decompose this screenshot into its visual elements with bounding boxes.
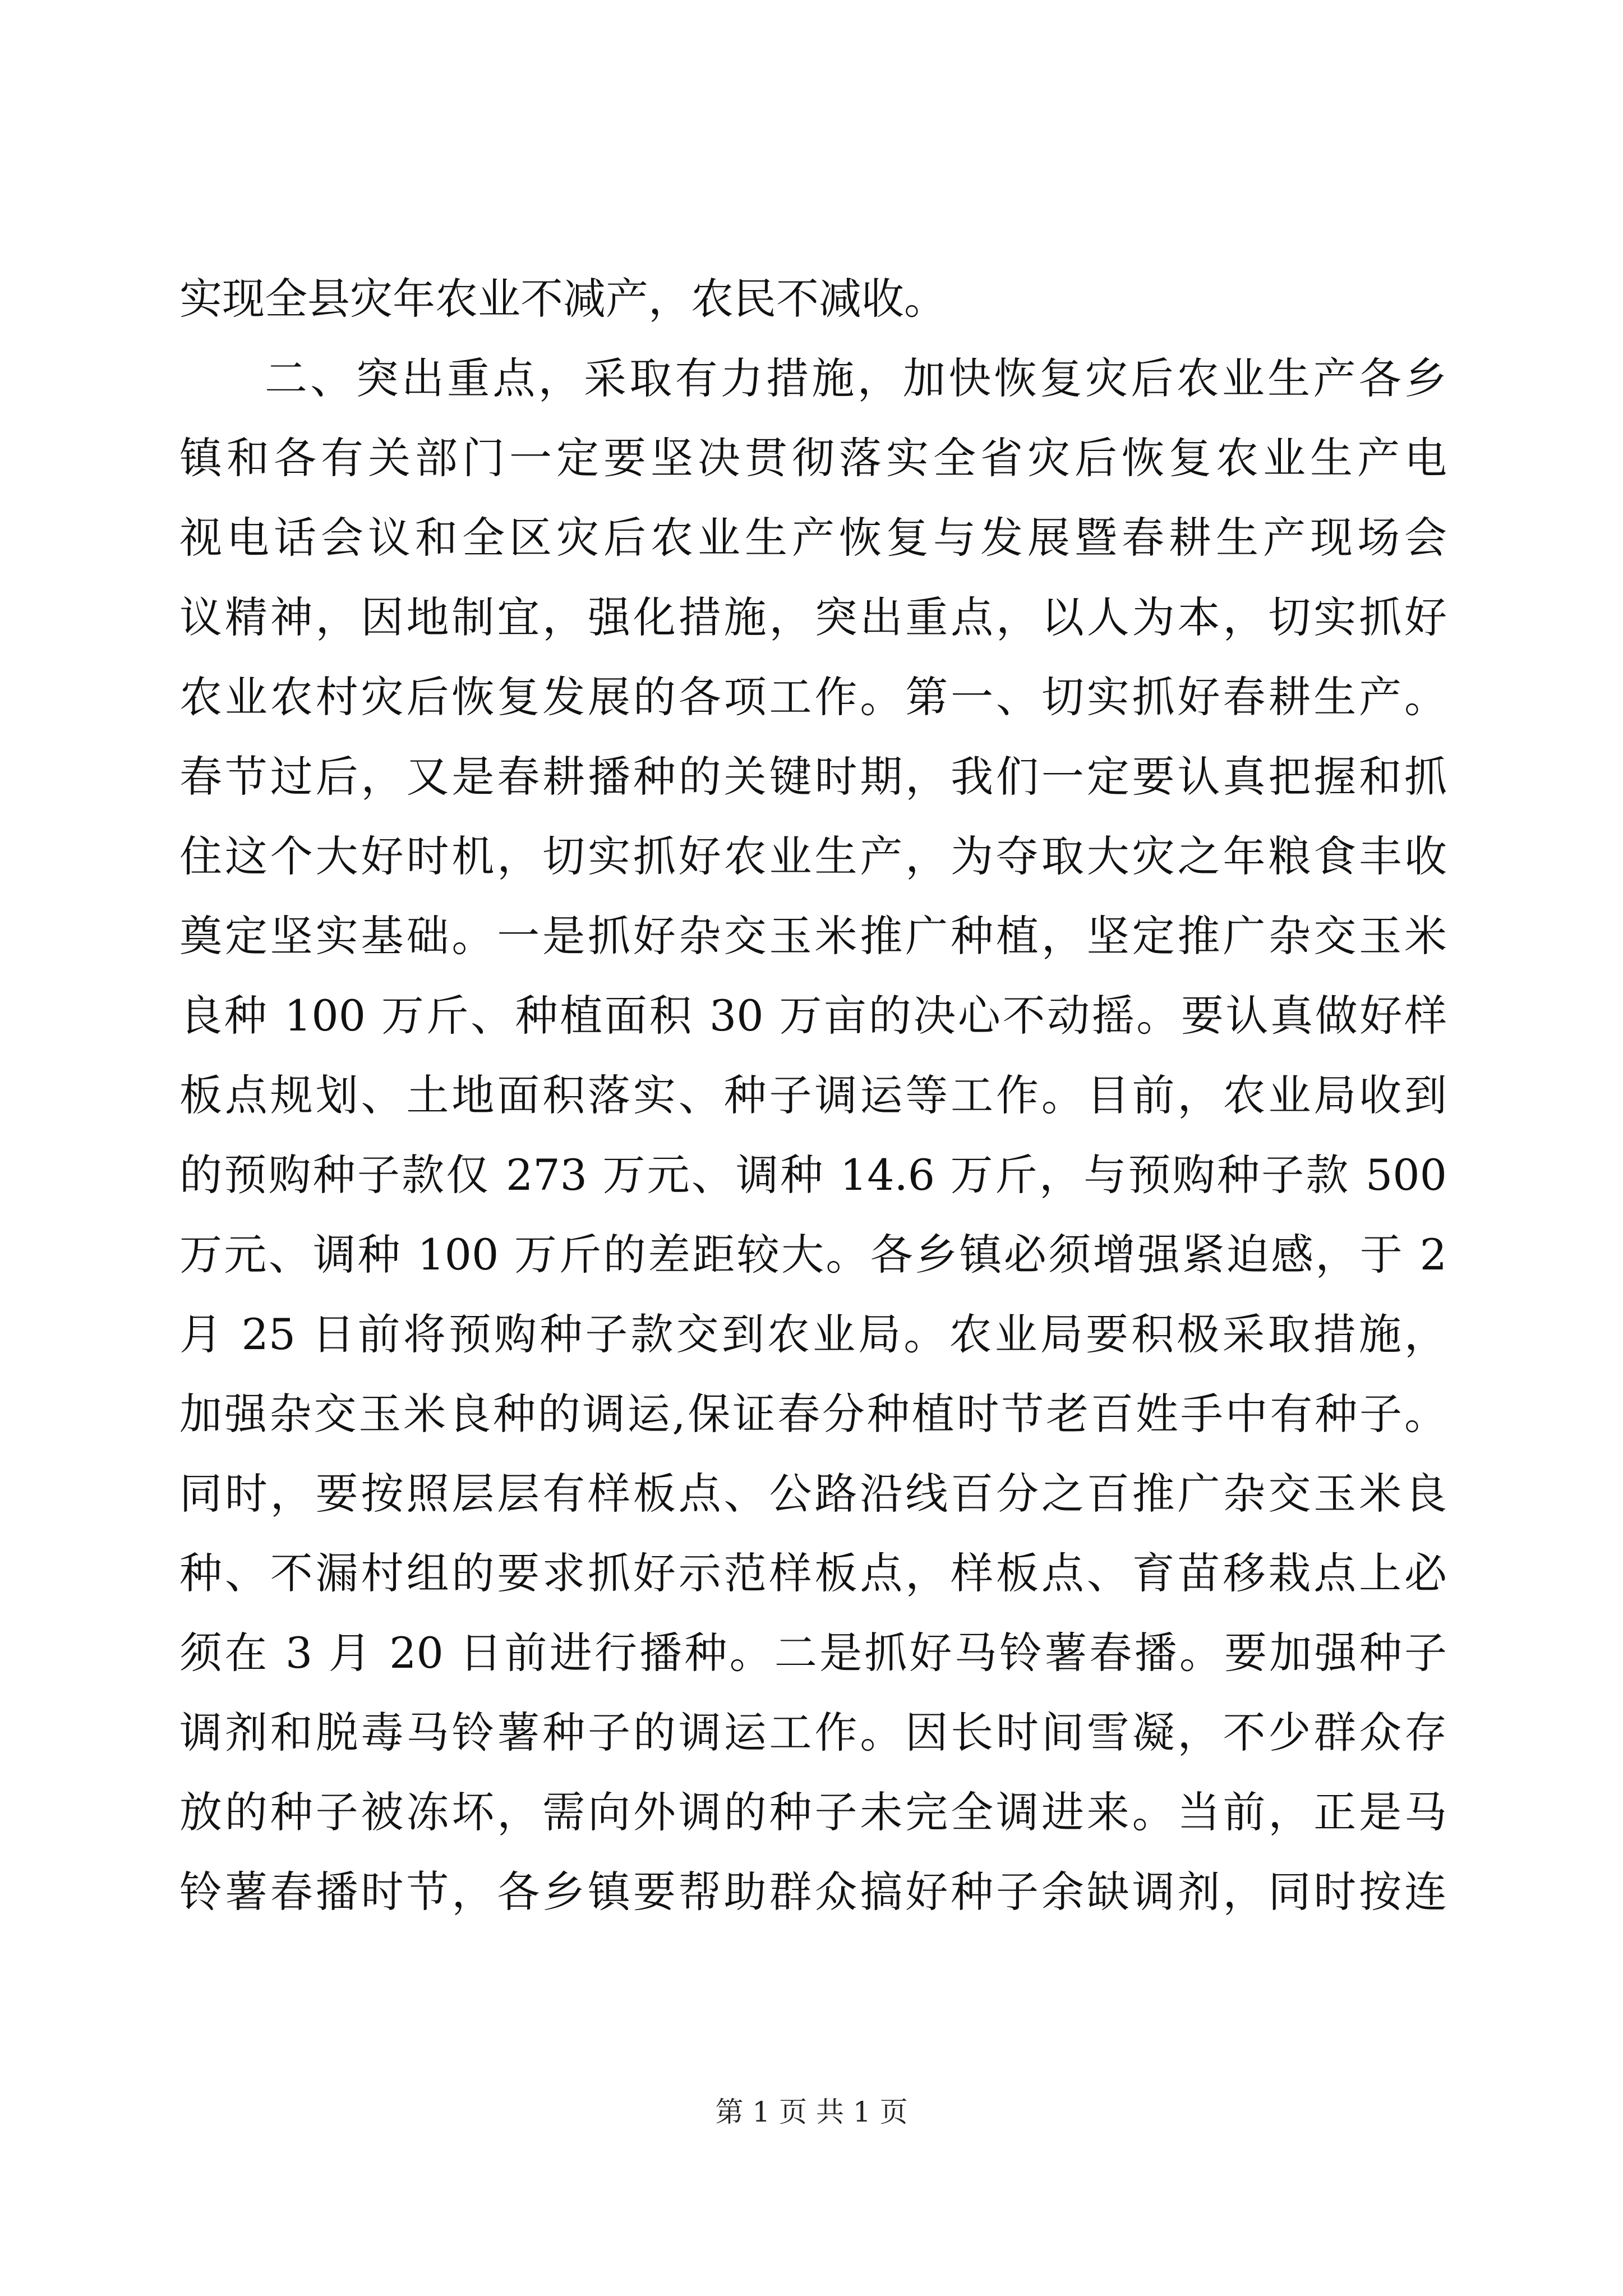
text-line: 春节过后，又是春耕播种的关键时期，我们一定要认真把握和抓: [179, 752, 1447, 802]
text-line: 农业农村灾后恢复发展的各项工作。第一、切实抓好春耕生产。: [179, 672, 1447, 722]
page-footer: 第 1 页 共 1 页: [715, 2096, 908, 2128]
text-line: 二、突出重点，采取有力措施，加快恢复灾后农业生产各乡: [265, 353, 1447, 403]
text-line: 月 25 日前将预购种子款交到农业局。农业局要积极采取措施，: [179, 1309, 1447, 1359]
text-line: 良种 100 万斤、种植面积 30 万亩的决心不动摇。要认真做好样: [179, 991, 1447, 1041]
text-line: 的预购种子款仅 273 万元、调种 14.6 万斤，与预购种子款 500: [179, 1150, 1447, 1200]
text-line: 放的种子被冻坏，需向外调的种子未完全调进来。当前，正是马: [179, 1787, 1447, 1837]
text-line: 调剂和脱毒马铃薯种子的调运工作。因长时间雪凝，不少群众存: [179, 1708, 1447, 1757]
text-line: 板点规划、土地面积落实、种子调运等工作。目前，农业局收到: [179, 1070, 1447, 1120]
text-line: 万元、调种 100 万斤的差距较大。各乡镇必须增强紧迫感，于 2: [179, 1230, 1447, 1280]
text-line: 视电话会议和全区灾后农业生产恢复与发展暨春耕生产现场会: [179, 513, 1447, 563]
text-line: 镇和各有关部门一定要坚决贯彻落实全省灾后恢复农业生产电: [179, 433, 1447, 483]
text-line: 须在 3 月 20 日前进行播种。二是抓好马铃薯春播。要加强种子: [179, 1628, 1447, 1678]
text-line: 种、不漏村组的要求抓好示范样板点，样板点、育苗移栽点上必: [179, 1548, 1447, 1598]
text-line: 实现全县灾年农业不减产，农民不减收。: [179, 274, 947, 324]
body-text: [179, 259, 1447, 1932]
text-line: 议精神，因地制宜，强化措施，突出重点，以人为本，切实抓好: [179, 592, 1447, 642]
text-line: 住这个大好时机，切实抓好农业生产，为夺取大灾之年粮食丰收: [179, 831, 1447, 881]
text-line: 奠定坚实基础。一是抓好杂交玉米推广种植，坚定推广杂交玉米: [179, 911, 1447, 961]
text-line: 同时，要按照层层有样板点、公路沿线百分之百推广杂交玉米良: [179, 1469, 1447, 1519]
text-line: 铃薯春播时节，各乡镇要帮助群众搞好种子余缺调剂，同时按连: [179, 1867, 1447, 1917]
text-line: 加强杂交玉米良种的调运,保证春分种植时节老百姓手中有种子。: [179, 1389, 1447, 1439]
